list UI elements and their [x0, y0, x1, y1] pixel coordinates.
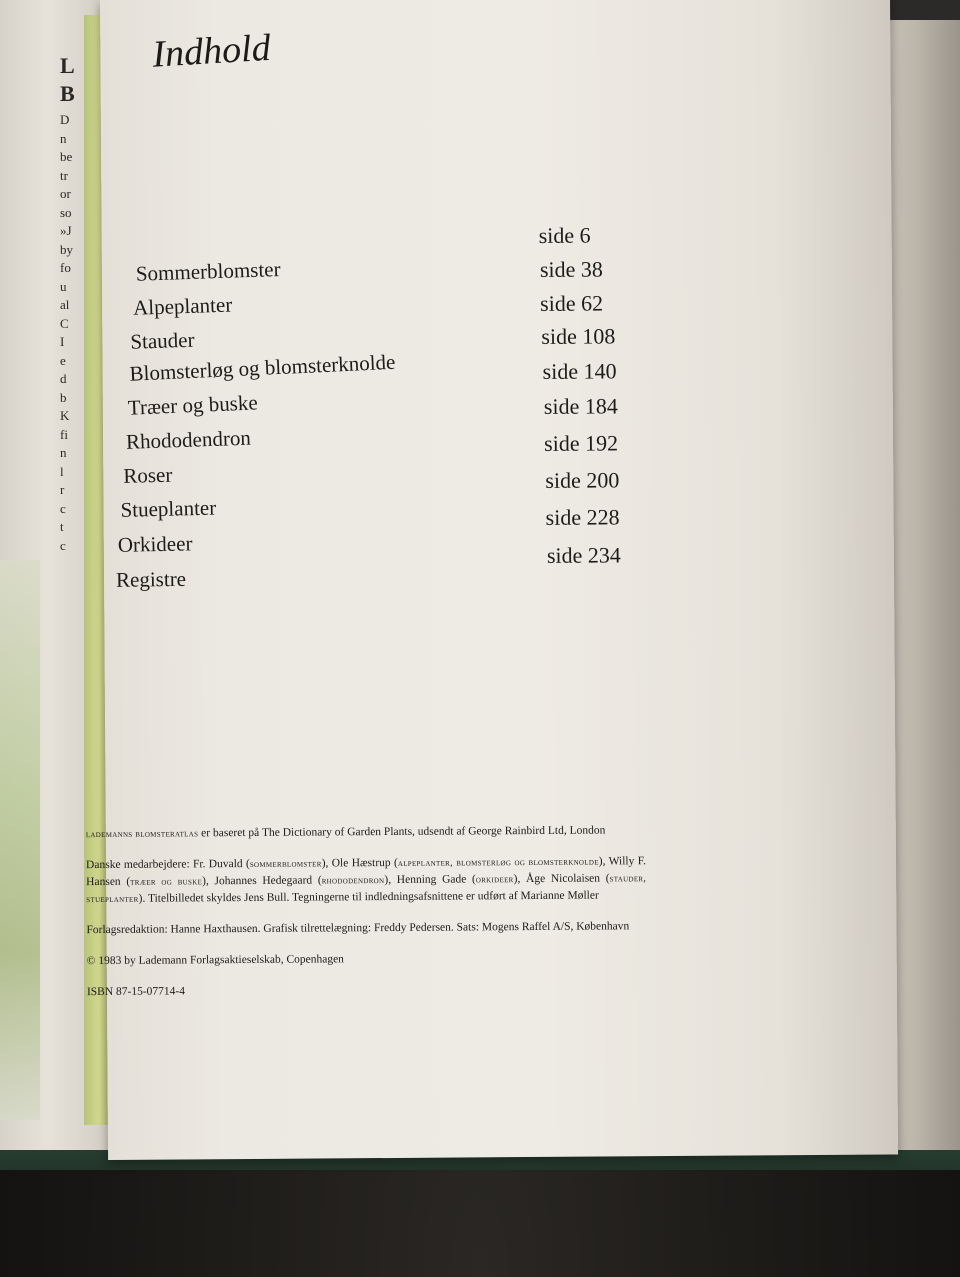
previous-page-fragment: or — [60, 186, 71, 201]
previous-page-fragment: I — [60, 334, 65, 349]
previous-page-fragment: b — [60, 389, 67, 405]
previous-page-fragment: n — [60, 445, 67, 460]
toc-entry-page: side 234 — [546, 542, 621, 568]
contributor-section: orkideer — [475, 874, 514, 886]
table-of-contents — [100, 0, 895, 700]
toc-entry-page: side 140 — [542, 358, 617, 384]
toc-entry-label: Roser — [123, 462, 173, 488]
toc-entry-page: side 200 — [545, 467, 620, 493]
toc-entry-page: side 184 — [543, 393, 618, 419]
toc-entry-label: Sommerblomster — [135, 256, 281, 286]
contributors-text: ), Willy F. Hansen ( — [86, 855, 647, 889]
previous-page-fragment: e — [60, 352, 66, 368]
previous-page-fragment: by — [60, 241, 73, 257]
toc-entry-label: Registre — [115, 566, 187, 592]
contributor-section: sommerblomster — [249, 858, 322, 870]
toc-entry-page: side 38 — [539, 256, 603, 282]
toc-entry-label: Stueplanter — [120, 495, 217, 522]
book-title-smallcaps: lademanns blomsteratlas — [85, 828, 199, 841]
toc-entry-page: side 192 — [544, 430, 619, 456]
previous-page-fragment: B — [60, 81, 75, 106]
colophon-contributors — [86, 853, 646, 908]
previous-page-fragment: L — [60, 53, 75, 78]
previous-page-fragment: D — [60, 112, 70, 127]
previous-page-fragment: fi — [60, 426, 68, 442]
toc-entry-page: side 6 — [538, 222, 591, 248]
previous-page-fragment: K — [60, 408, 70, 423]
previous-page-fragment: c — [60, 537, 66, 553]
contributors-text: ). Titelbilledet skyldes Jens Bull. Tegningerne til indledningsafsnittene er udført af Marianne Møller — [138, 889, 599, 905]
colophon-source-text: er baseret på The Dictionary of Garden Plants, udsendt af George Rainbird Ltd, London — [198, 824, 606, 840]
previous-page-fragment: u — [60, 278, 67, 294]
toc-entry-label: Rhododendron — [125, 425, 252, 454]
toc-entry-page: side 62 — [540, 290, 604, 316]
toc-entry-label: Orkideer — [117, 531, 193, 557]
contributors-text: ), Ole Hæstrup ( — [321, 856, 398, 870]
previous-page-fragment: d — [60, 371, 67, 386]
page-title: Indhold — [151, 26, 272, 76]
contributor-section: alpeplanter, blomsterløg og blomsterknolde — [397, 856, 599, 869]
contributor-section: stauder, stueplanter — [86, 873, 647, 906]
previous-page-fragment: r — [60, 482, 65, 497]
previous-page-fragment: t — [60, 519, 64, 534]
previous-page-fragment: n — [60, 130, 67, 146]
contributors-text: ), Henning Gade ( — [384, 873, 476, 887]
previous-page-fragment: c — [60, 500, 66, 516]
previous-page-fragment: C — [60, 315, 69, 331]
contributor-section: træer og buske — [130, 876, 203, 888]
colophon — [86, 822, 647, 1015]
previous-page-fragment: tr — [60, 167, 68, 183]
contributors-text: ), Johannes Hedegaard ( — [202, 874, 322, 888]
toc-entry-page: side 108 — [541, 323, 616, 349]
contents-page — [85, 0, 898, 1160]
toc-entry-label: Alpeplanter — [132, 292, 233, 320]
previous-page-fragment: l — [60, 463, 64, 479]
toc-entry-label: Blomsterløg og blomsterknolde — [129, 349, 396, 386]
colophon-isbn: ISBN 87-15-07714-4 — [86, 985, 186, 999]
toc-entry-page: side 228 — [545, 504, 620, 530]
toc-entry-label: Træer og buske — [127, 390, 259, 420]
toc-entry-label: Stauder — [129, 327, 195, 354]
colophon-source — [86, 822, 646, 843]
contributors-text: Danske medarbejdere: Fr. Duvald ( — [85, 857, 250, 872]
previous-page-fragment: be — [60, 149, 73, 164]
contributor-section: rhododendron — [321, 875, 385, 887]
colophon-editorial: Forlagsredaktion: Hanne Haxthausen. Grafisk tilrettelægning: Freddy Pedersen. Sats: Mogens Raffel A/S, København — [86, 920, 630, 937]
previous-page-fragment: »J — [60, 223, 72, 238]
colophon-copyright: © 1983 by Lademann Forlagsaktieselskab, Copenhagen — [86, 953, 344, 968]
previous-page-fragment: so — [60, 204, 72, 220]
contributors-text: ), Åge Nicolaisen ( — [513, 872, 610, 886]
previous-page-illustration — [0, 560, 40, 1120]
previous-page-fragment: fo — [60, 260, 71, 275]
previous-page-fragment: al — [60, 297, 70, 312]
